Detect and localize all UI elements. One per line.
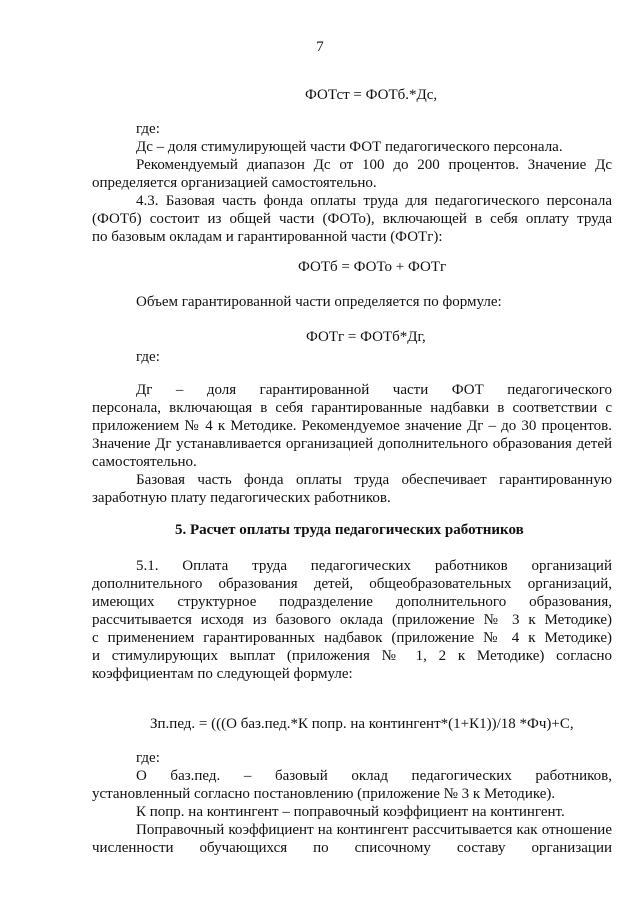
p51-line: имеющих структурное подразделение дополнительного образования, xyxy=(92,594,612,610)
base-line: заработную плату педагогических работников. xyxy=(92,490,391,506)
dg-line: персонала, включающая в себя гарантированные надбавки в соответствии с xyxy=(92,400,612,416)
section-heading: 5. Расчет оплаты труда педагогических работников xyxy=(175,522,524,538)
formula-fotst: ФОТст = ФОТб.*Дс, xyxy=(305,87,438,103)
corr-line: численности обучающихся по списочному составу организации xyxy=(92,840,612,856)
where-label: где: xyxy=(136,121,160,137)
p51-line: дополнительного образования детей, общеобразовательных организаций, xyxy=(92,576,612,592)
formula-zp: Зп.пед. = (((О баз.пед.*К попр. на контингент*(1+К1))/18 *Фч)+С, xyxy=(150,716,574,732)
p43-line: (ФОТб) состоит из общей части (ФОТо), включающей в себя оплату труда xyxy=(92,211,612,227)
p51-line: и стимулирующих выплат (приложения № 1, 2 к Методике) согласно xyxy=(92,648,612,664)
where-label: где: xyxy=(136,349,160,365)
obaz-line: О баз.пед. – базовый оклад педагогических работников, xyxy=(136,768,612,784)
ds-definition: Дс – доля стимулирующей части ФОТ педагогического персонала. xyxy=(136,139,563,155)
dg-line: самостоятельно. xyxy=(92,454,197,470)
dg-line: приложением № 4 к Методике. Рекомендуемое значение Дг – до 30 процентов. xyxy=(92,418,612,434)
p43-line: 4.3. Базовая часть фонда оплаты труда для педагогического персонала xyxy=(136,193,612,209)
rec-paragraph-line: определяется организацией самостоятельно. xyxy=(92,175,377,191)
p43-line: по базовым окладам и гарантированной части (ФОТг): xyxy=(92,229,443,245)
corr-line: Поправочный коэффициент на контингент рассчитывается как отношение xyxy=(136,822,612,838)
page-number: 7 xyxy=(316,39,324,55)
kpopr-line: К попр. на контингент – поправочный коэффициент на контингент. xyxy=(136,804,565,820)
p51-line: с применением гарантированных надбавок (приложение № 4 к Методике) xyxy=(92,630,612,646)
p51-line: 5.1. Оплата труда педагогических работников организаций xyxy=(136,558,612,574)
base-line: Базовая часть фонда оплаты труда обеспечивает гарантированную xyxy=(136,472,612,488)
rec-paragraph-line: Рекомендуемый диапазон Дс от 100 до 200 процентов. Значение Дс xyxy=(136,157,612,173)
volume-line: Объем гарантированной части определяется по формуле: xyxy=(136,294,502,310)
p51-line: рассчитывается исходя из базового оклада (приложение № 3 к Методике) xyxy=(92,612,612,628)
p51-line: коэффициентам по следующей формуле: xyxy=(92,666,353,682)
where-label: где: xyxy=(136,750,160,766)
dg-line: Значение Дг устанавливается организацией дополнительного образования детей xyxy=(92,436,612,452)
formula-fotg: ФОТг = ФОТб*Дг, xyxy=(306,329,426,345)
formula-fotb: ФОТб = ФОТо + ФОТг xyxy=(298,259,447,275)
dg-line: Дг – доля гарантированной части ФОТ педагогического xyxy=(136,382,612,398)
obaz-line: установленный согласно постановлению (приложение № 3 к Методике). xyxy=(92,786,556,802)
